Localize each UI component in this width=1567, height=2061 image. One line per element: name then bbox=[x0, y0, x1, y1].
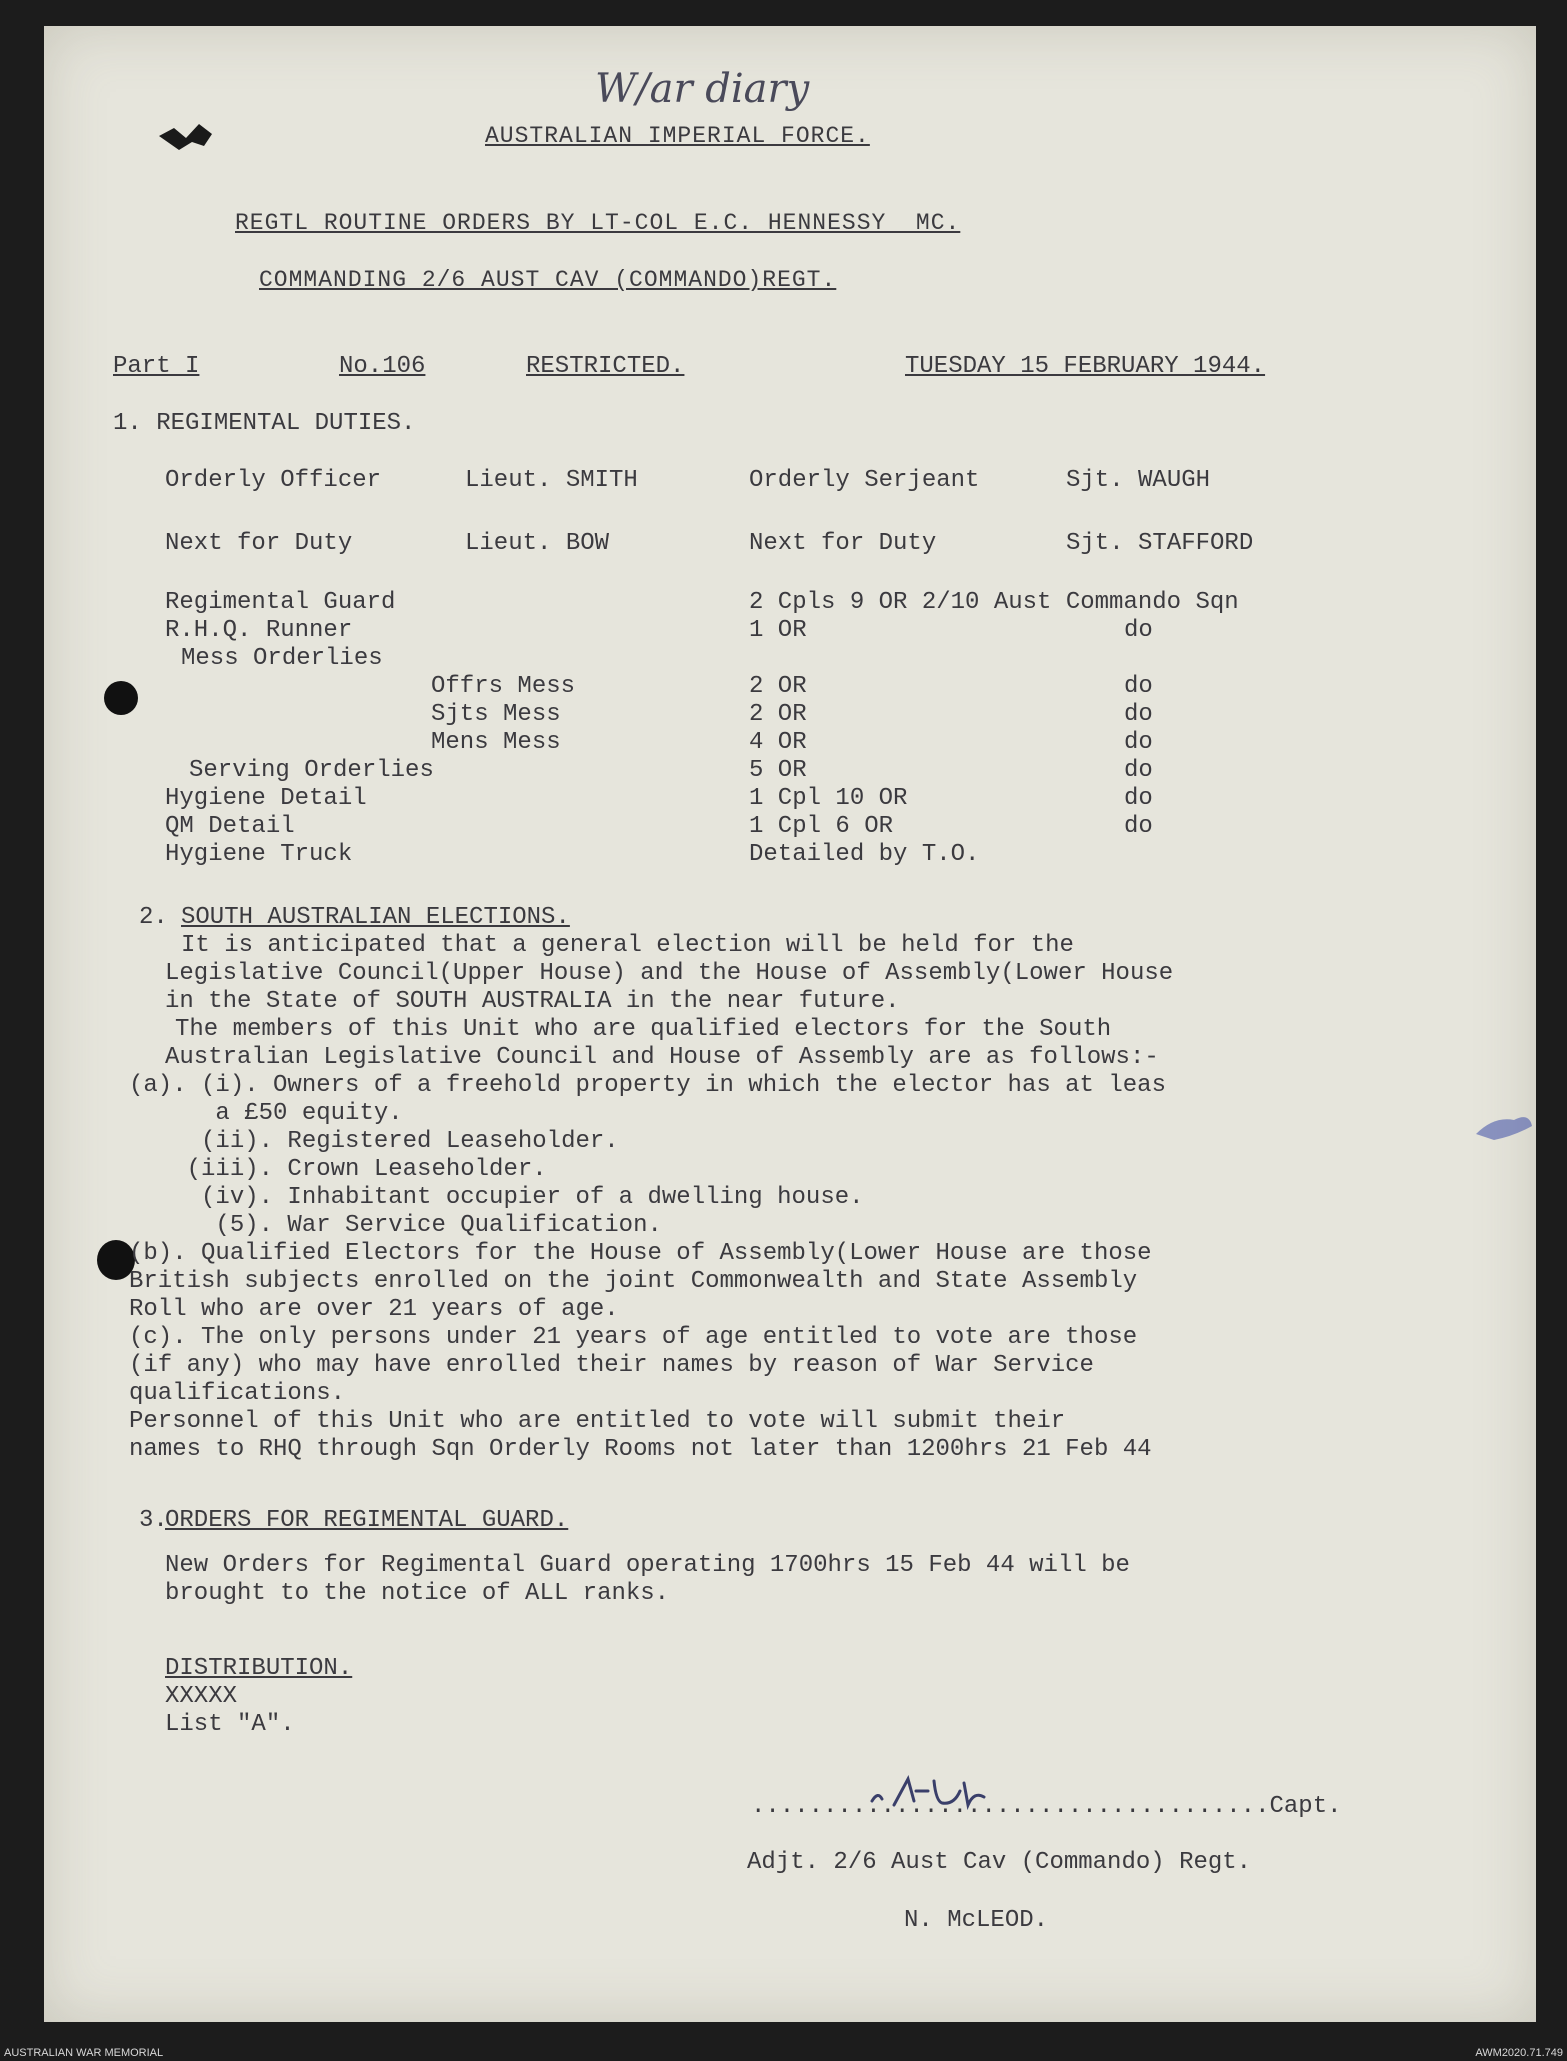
duty-value: 2 OR bbox=[749, 701, 807, 728]
duty-label: Offrs Mess bbox=[431, 673, 576, 700]
duty-unit: do bbox=[1124, 729, 1153, 756]
header-line-1: AUSTRALIAN IMPERIAL FORCE. bbox=[485, 123, 870, 149]
punch-hole-top bbox=[104, 681, 138, 715]
signature-line: ....................................Capt. bbox=[751, 1793, 1342, 1820]
signatory-name: N. McLEOD. bbox=[904, 1907, 1049, 1934]
section-2-number: 2. bbox=[139, 904, 168, 931]
duty-unit: do bbox=[1124, 673, 1153, 700]
duty-label: Hygiene Truck bbox=[165, 841, 353, 868]
paper-tear-mark bbox=[154, 116, 224, 156]
duty-value: 1 Cpl 10 OR bbox=[749, 785, 908, 812]
duty-role: Orderly Officer bbox=[165, 467, 382, 494]
section-2-line: qualifications. bbox=[129, 1380, 346, 1407]
duty-value: Detailed by T.O. bbox=[749, 841, 980, 868]
duty-label: Sjts Mess bbox=[431, 701, 561, 728]
duty-value: 4 OR bbox=[749, 729, 807, 756]
section-2-line: The members of this Unit who are qualified electors for the South bbox=[175, 1016, 1112, 1043]
duty-value: 1 OR bbox=[749, 617, 807, 644]
duty-label: Serving Orderlies bbox=[189, 757, 434, 784]
footer-accession-number: AWM2020.71.749 bbox=[1475, 2047, 1563, 2059]
duty-name-2: Sjt. WAUGH bbox=[1066, 467, 1211, 494]
section-2-line: British subjects enrolled on the joint Commonwealth and State Assembly bbox=[129, 1268, 1138, 1295]
section-2-line: (a). (i). Owners of a freehold property in which the elector has at leas bbox=[129, 1072, 1166, 1099]
section-2-line: (c). The only persons under 21 years of age entitled to vote are those bbox=[129, 1324, 1138, 1351]
duty-unit: do bbox=[1124, 617, 1153, 644]
ink-smudge bbox=[1474, 1106, 1534, 1146]
section-2-line: Australian Legislative Council and House of Assembly are as follows:- bbox=[165, 1044, 1159, 1071]
duty-name: Lieut. BOW bbox=[465, 530, 610, 557]
section-2-line: Roll who are over 21 years of age. bbox=[129, 1296, 619, 1323]
duty-label: Mess Orderlies bbox=[181, 645, 383, 672]
order-date: TUESDAY 15 FEBRUARY 1944. bbox=[905, 353, 1266, 380]
section-2-line: (ii). Registered Leaseholder. bbox=[129, 1128, 619, 1155]
document-page bbox=[44, 26, 1536, 2022]
distribution-list: List "A". bbox=[165, 1711, 295, 1738]
duty-value: 2 OR bbox=[749, 673, 807, 700]
header-line-3: COMMANDING 2/6 AUST CAV (COMMANDO)REGT. bbox=[259, 267, 837, 293]
section-2-line: a £50 equity. bbox=[129, 1100, 403, 1127]
section-2-line: (iii). Crown Leaseholder. bbox=[129, 1156, 547, 1183]
section-3-line: New Orders for Regimental Guard operating 1700hrs 15 Feb 44 will be bbox=[165, 1552, 1130, 1579]
section-2-line: Personnel of this Unit who are entitled to vote will submit their bbox=[129, 1408, 1066, 1435]
part-label: Part I bbox=[113, 353, 200, 380]
duty-name-2: Sjt. STAFFORD bbox=[1066, 530, 1254, 557]
duty-unit: do bbox=[1124, 701, 1153, 728]
duty-value: 1 Cpl 6 OR bbox=[749, 813, 894, 840]
section-2-line: Legislative Council(Upper House) and the House of Assembly(Lower House bbox=[165, 960, 1174, 987]
section-2-line: in the State of SOUTH AUSTRALIA in the near future. bbox=[165, 988, 900, 1015]
signature-appointment: Adjt. 2/6 Aust Cav (Commando) Regt. bbox=[747, 1849, 1252, 1876]
section-3-number: 3. bbox=[139, 1507, 168, 1534]
section-2-line: (b). Qualified Electors for the House of Assembly(Lower House are those bbox=[129, 1240, 1152, 1267]
section-2-line: (5). War Service Qualification. bbox=[129, 1212, 662, 1239]
distribution-struck: XXXXX bbox=[165, 1683, 238, 1710]
duty-value: 2 Cpls 9 OR 2/10 Aust Commando Sqn bbox=[749, 589, 1239, 616]
section-2-title: SOUTH AUSTRALIAN ELECTIONS. bbox=[181, 904, 570, 931]
duty-unit: do bbox=[1124, 813, 1153, 840]
duty-unit: do bbox=[1124, 785, 1153, 812]
duty-label: Regimental Guard bbox=[165, 589, 396, 616]
classification: RESTRICTED. bbox=[526, 353, 685, 380]
distribution-title: DISTRIBUTION. bbox=[165, 1655, 353, 1682]
handwritten-annotation: W/ar diary bbox=[595, 66, 810, 112]
order-number: No.106 bbox=[339, 353, 426, 380]
duty-name: Lieut. SMITH bbox=[465, 467, 638, 494]
section-1-title: 1. REGIMENTAL DUTIES. bbox=[113, 410, 416, 437]
duty-label: QM Detail bbox=[165, 813, 295, 840]
section-2-line: (iv). Inhabitant occupier of a dwelling house. bbox=[129, 1184, 864, 1211]
duty-label: Hygiene Detail bbox=[165, 785, 367, 812]
section-3-line: brought to the notice of ALL ranks. bbox=[165, 1580, 670, 1607]
section-3-title: ORDERS FOR REGIMENTAL GUARD. bbox=[165, 1507, 569, 1534]
duty-role: Next for Duty bbox=[165, 530, 353, 557]
duty-label: Mens Mess bbox=[431, 729, 561, 756]
header-line-2: REGTL ROUTINE ORDERS BY LT-COL E.C. HENNESSY MC. bbox=[235, 210, 961, 236]
duty-role-2: Orderly Serjeant bbox=[749, 467, 980, 494]
duty-value: 5 OR bbox=[749, 757, 807, 784]
footer-credit: AUSTRALIAN WAR MEMORIAL bbox=[4, 2047, 164, 2059]
section-2-line: It is anticipated that a general election will be held for the bbox=[181, 932, 1074, 959]
duty-role-2: Next for Duty bbox=[749, 530, 937, 557]
section-2-line: (if any) who may have enrolled their names by reason of War Service bbox=[129, 1352, 1094, 1379]
duty-unit: do bbox=[1124, 757, 1153, 784]
duty-label: R.H.Q. Runner bbox=[165, 617, 353, 644]
section-2-line: names to RHQ through Sqn Orderly Rooms not later than 1200hrs 21 Feb 44 bbox=[129, 1436, 1152, 1463]
